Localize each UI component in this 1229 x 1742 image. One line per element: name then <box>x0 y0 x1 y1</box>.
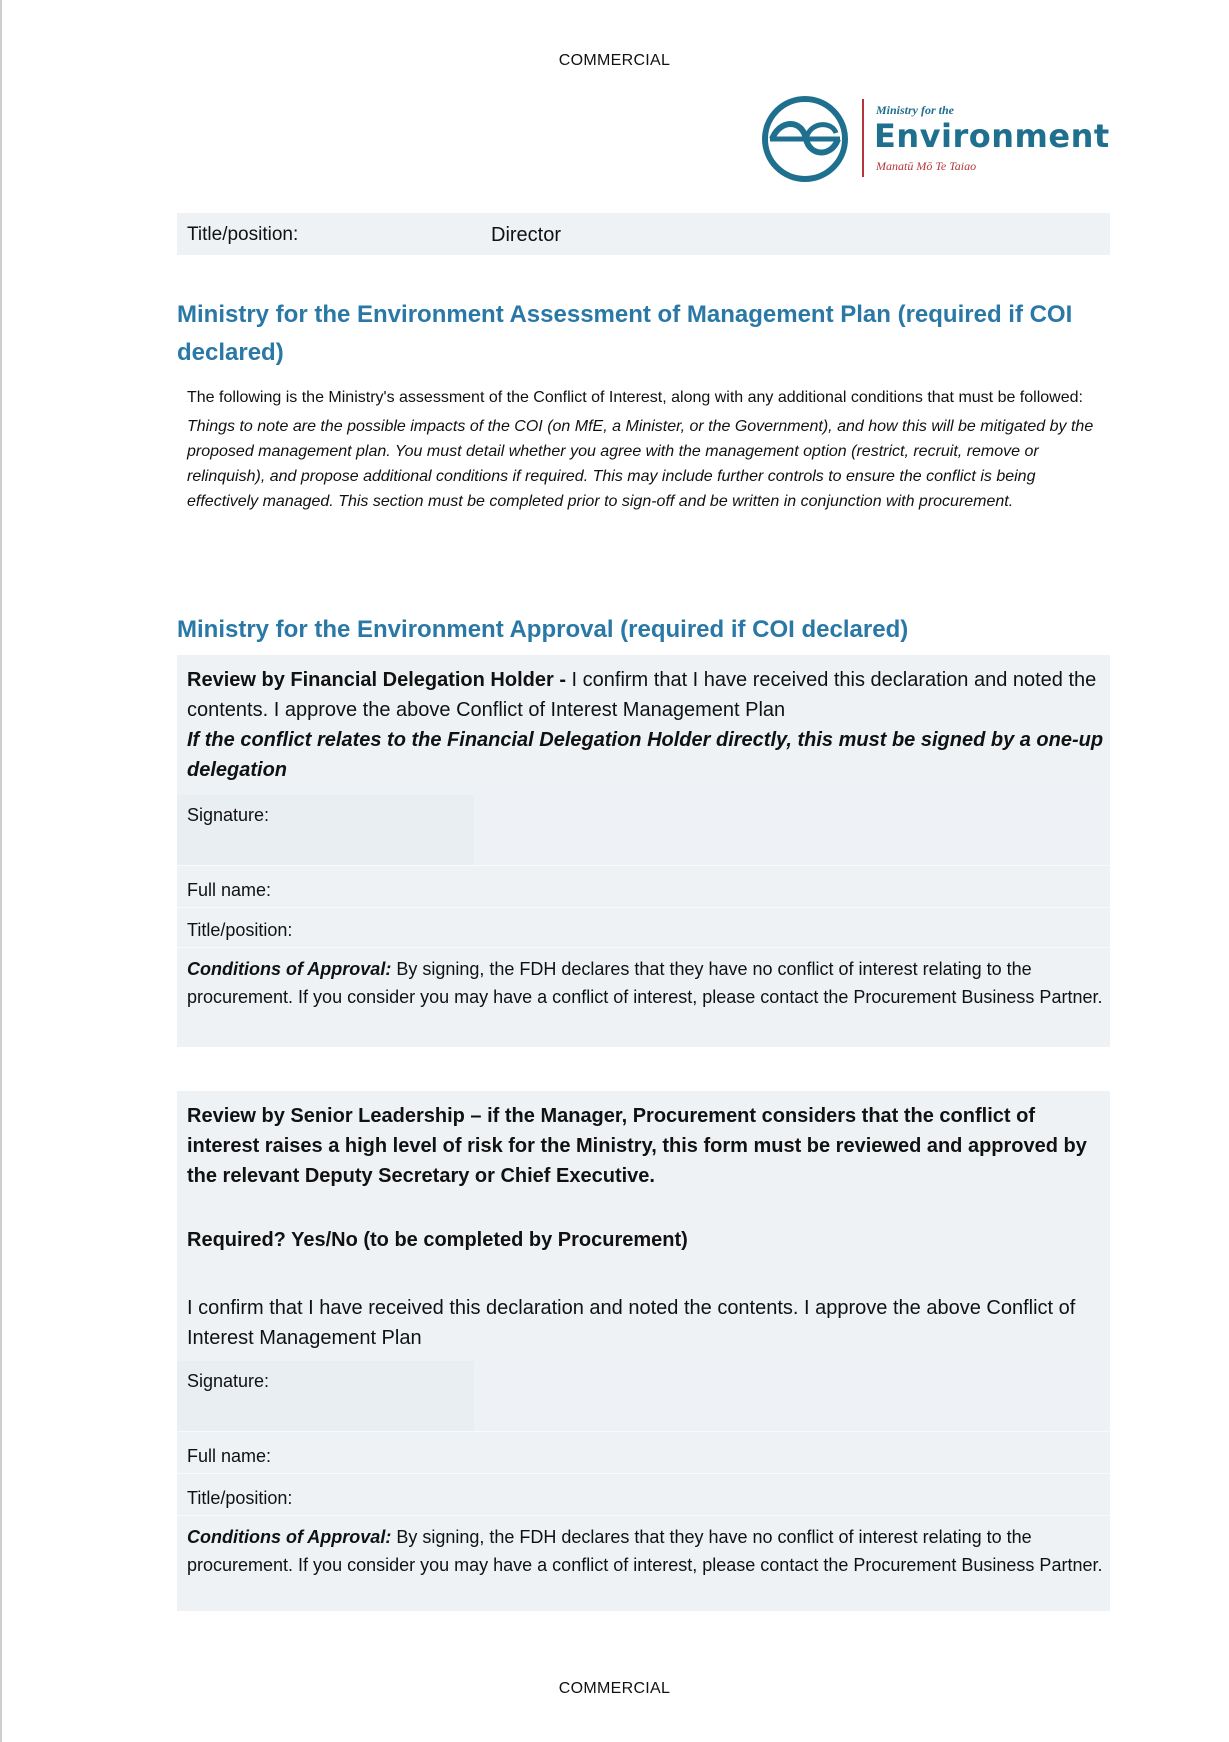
security-marking-top: COMMERCIAL <box>558 52 671 69</box>
divider <box>177 947 1110 948</box>
logo-wordmark: Environment <box>874 117 1110 155</box>
fdh-signature-row <box>177 795 1110 865</box>
fdh-review-note: If the conflict relates to the Financial Delegation Holder directly, this must be signed by a one-up delegation <box>187 729 1104 781</box>
senior-review-confirm: I confirm that I have received this declaration and noted the contents. I approve the above Conflict of Interest Management Plan <box>187 1297 1076 1349</box>
senior-review-title: Review by Senior Leadership – if the Manager, Procurement considers that the conflict of interest raises a high level of risk for the Ministry, this form must be reviewed and approved by the relevant Deputy Secretary or Chief Executive. <box>187 1105 1087 1187</box>
fdh-title-label: Title/position: <box>187 920 293 940</box>
senior-review-section <box>177 1091 1110 1611</box>
divider <box>177 1515 1110 1516</box>
logo-divider <box>862 99 864 177</box>
fdh-signature-field[interactable] <box>474 795 1110 865</box>
ministry-logo <box>760 93 1110 185</box>
assessment-body <box>187 385 1107 514</box>
divider <box>177 1473 1110 1474</box>
assessment-heading: Ministry for the Environment Assessment of Management Plan (required if COI declared) <box>177 301 1073 366</box>
senior-conditions-text: By signing, the FDH declares that they have no conflict of interest relating to the procurement. If you consider you may have a conflict of interest, please contact the Procurement Business Partner. <box>187 1527 1103 1575</box>
title-position-label: Title/position: <box>187 224 299 245</box>
divider <box>177 1431 1110 1432</box>
fdh-conditions-label: Conditions of Approval: <box>187 959 392 979</box>
assessment-lead: The following is the Ministry's assessment of the Conflict of Interest, along with any additional conditions that must be followed: <box>187 389 1083 406</box>
ministry-logo-icon <box>760 93 850 185</box>
logo-tagline-top: Ministry for the <box>876 103 955 117</box>
fdh-conditions-text: By signing, the FDH declares that they have no conflict of interest relating to the procurement. If you consider you may have a conflict of interest, please contact the Procurement Business Partner. <box>187 959 1103 1007</box>
title-position-row <box>177 213 1110 255</box>
title-position-value: Director <box>491 224 562 246</box>
fdh-review-confirm: I confirm that I have received this declaration and noted the contents. I approve the above Conflict of Interest Management Plan <box>187 669 1097 721</box>
fdh-review-title: Review by Financial Delegation Holder - <box>187 669 572 691</box>
senior-fullname-label: Full name: <box>187 1446 272 1466</box>
senior-signature-label: Signature: <box>187 1371 270 1391</box>
divider <box>177 907 1110 908</box>
senior-title-label: Title/position: <box>187 1488 293 1508</box>
senior-required-question: Required? Yes/No (to be completed by Procurement) <box>187 1229 688 1251</box>
scan-edge <box>0 0 2 1742</box>
senior-signature-field[interactable] <box>474 1361 1110 1431</box>
logo-tagline-maori: Manatū Mō Te Taiao <box>876 159 977 173</box>
senior-conditions <box>187 1523 1107 1579</box>
fdh-review-statement <box>187 665 1107 725</box>
senior-conditions-label: Conditions of Approval: <box>187 1527 392 1547</box>
security-marking-bottom: COMMERCIAL <box>558 1680 671 1697</box>
fdh-review-section <box>177 655 1110 1047</box>
assessment-guidance: Things to note are the possible impacts of the COI (on MfE, a Minister, or the Government), and how this will be mitigated by the proposed management plan. You must detail whether you agree with the management option (restrict, recruit, remove or relinquish), and propose additional conditions if required. This may include further controls to ensure the conflict is being effectively managed. This section must be completed prior to sign-off and be written in conjunction with procurement. <box>187 418 1094 510</box>
divider <box>177 865 1110 866</box>
approval-heading: Ministry for the Environment Approval (required if COI declared) <box>177 616 909 643</box>
fdh-fullname-label: Full name: <box>187 880 272 900</box>
fdh-signature-label: Signature: <box>187 805 270 825</box>
senior-signature-row <box>177 1361 1110 1431</box>
fdh-conditions <box>187 955 1107 1011</box>
